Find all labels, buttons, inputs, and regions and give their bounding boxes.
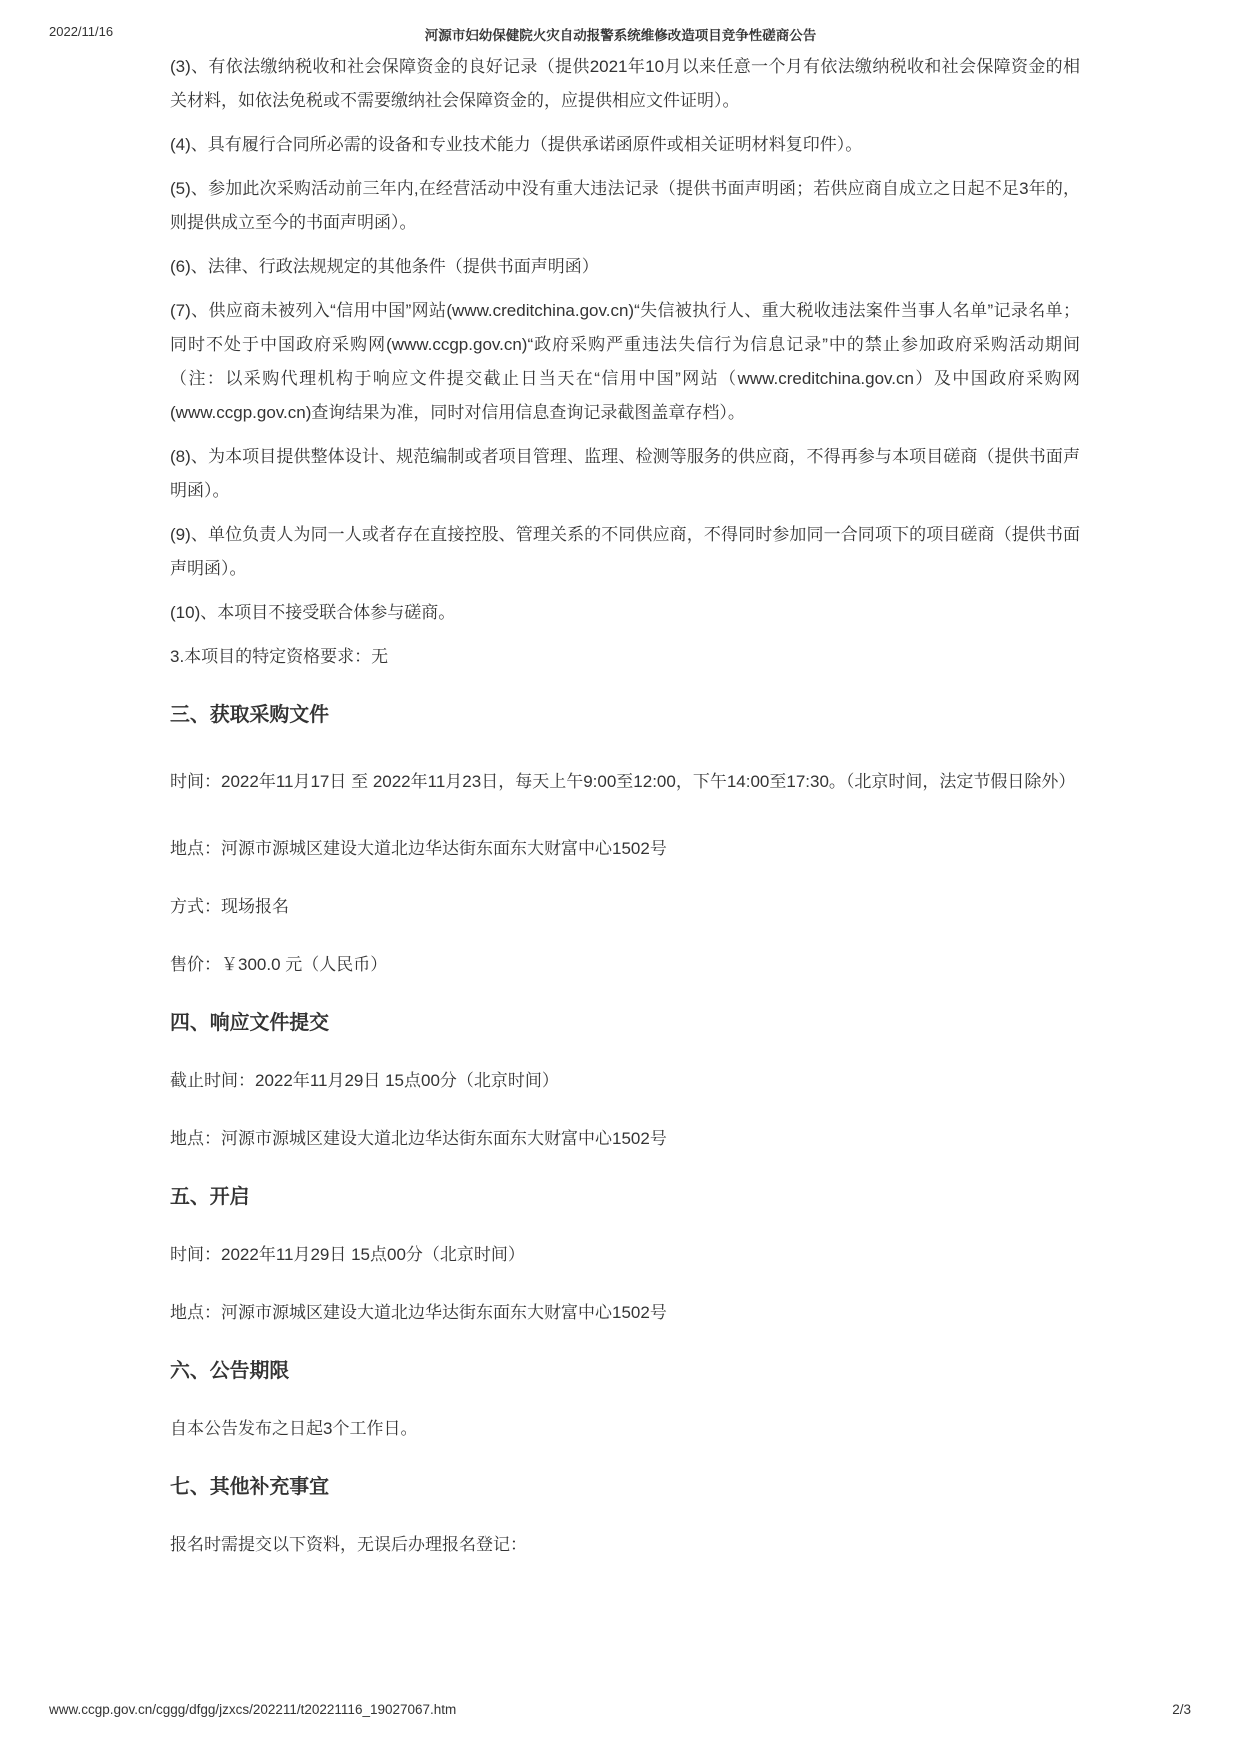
print-header-date: 2022/11/16	[49, 24, 114, 39]
paragraph: 报名时需提交以下资料，无误后办理报名登记：	[170, 1535, 527, 1554]
paragraph: (3)、有依法缴纳税收和社会保障资金的良好记录（提供2021年10月以来任意一个月有依法缴纳税收和社会保障资金的相关材料，如依法免税或不需要缴纳社会保障资金的，应提供相应文件证明）。	[170, 57, 1080, 110]
document-body	[170, 50, 1080, 1586]
paragraph: 方式：现场报名	[170, 897, 289, 916]
section-heading: 三、获取采购文件	[170, 704, 330, 726]
paragraph: (6)、法律、行政法规规定的其他条件（提供书面声明函）	[170, 257, 599, 276]
paragraph: (8)、为本项目提供整体设计、规范编制或者项目管理、监理、检测等服务的供应商，不得再参与本项目磋商（提供书面声明函）。	[170, 447, 1080, 500]
section-heading: 七、其他补充事宜	[170, 1476, 330, 1498]
paragraph: (10)、本项目不接受联合体参与磋商。	[170, 603, 456, 622]
paragraph: (4)、具有履行合同所必需的设备和专业技术能力（提供承诺函原件或相关证明材料复印件）。	[170, 135, 863, 154]
paragraph: (9)、单位负责人为同一人或者存在直接控股、管理关系的不同供应商，不得同时参加同一合同项下的项目磋商（提供书面声明函）。	[170, 525, 1080, 578]
paragraph: 地点：河源市源城区建设大道北边华达街东面东大财富中心1502号	[170, 1129, 667, 1148]
section-heading: 六、公告期限	[170, 1360, 290, 1382]
paragraph: (7)、供应商未被列入“信用中国”网站(www.creditchina.gov.cn)“失信被执行人、重大税收违法案件当事人名单”记录名单；同时不处于中国政府采购网(www.ccgp.gov.cn)“政府采购严重违法失信行为信息记录”中的禁止参加政府采购活动期间（注：以采购代理机构于响应文件提交截止日当天在“信用中国”网站（www.creditchina.gov.cn）及中国政府采购网(www.ccgp.gov.cn)查询结果为准，同时对信用信息查询记录截图盖章存档）。	[170, 301, 1080, 422]
paragraph: 地点：河源市源城区建设大道北边华达街东面东大财富中心1502号	[170, 839, 667, 858]
paragraph: 售价：￥300.0 元（人民币）	[170, 955, 388, 974]
section-heading: 五、开启	[170, 1186, 250, 1208]
print-footer-url: www.ccgp.gov.cn/cggg/dfgg/jzxcs/202211/t20221116_19027067.htm	[49, 1702, 457, 1717]
paragraph: (5)、参加此次采购活动前三年内,在经营活动中没有重大违法记录（提供书面声明函；若供应商自成立之日起不足3年的，则提供成立至今的书面声明函）。	[170, 179, 1080, 232]
paragraph: 自本公告发布之日起3个工作日。	[170, 1419, 418, 1438]
print-header-title: 河源市妇幼保健院火灾自动报警系统维修改造项目竞争性磋商公告	[424, 28, 817, 43]
paragraph: 时间：2022年11月29日 15点00分（北京时间）	[170, 1245, 525, 1264]
paragraph: 时间：2022年11月17日 至 2022年11月23日，每天上午9:00至12:00，下午14:00至17:30。（北京时间，法定节假日除外）	[170, 772, 1076, 791]
section-heading: 四、响应文件提交	[170, 1012, 330, 1034]
paragraph: 3.本项目的特定资格要求：无	[170, 647, 389, 666]
print-footer-page-number: 2/3	[1172, 1702, 1191, 1717]
paragraph: 截止时间：2022年11月29日 15点00分（北京时间）	[170, 1071, 559, 1090]
paragraph: 地点：河源市源城区建设大道北边华达街东面东大财富中心1502号	[170, 1303, 667, 1322]
